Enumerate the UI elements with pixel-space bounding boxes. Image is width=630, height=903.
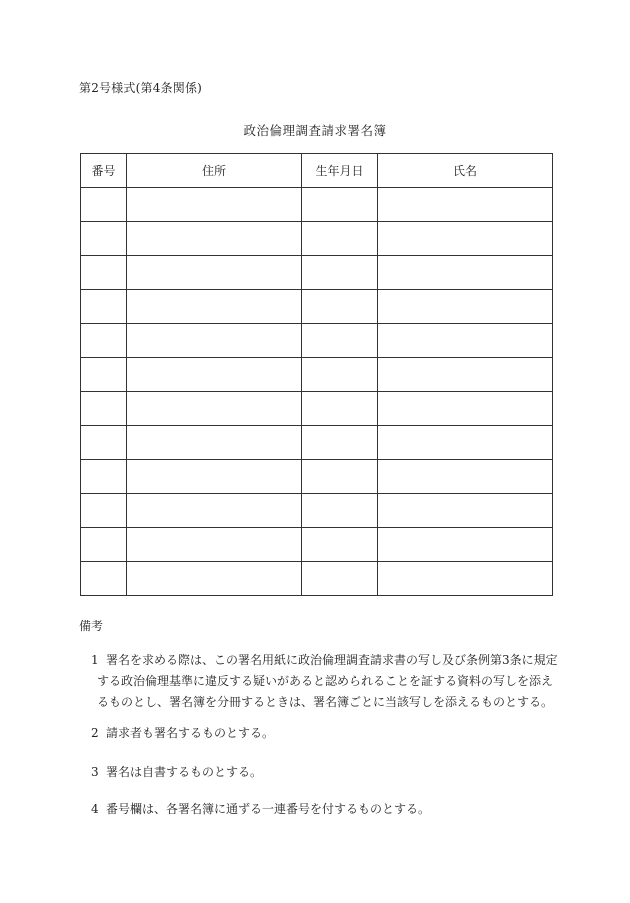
table-row — [81, 324, 553, 358]
notes-heading: 備考 — [79, 619, 104, 633]
header-address: 住所 — [127, 154, 302, 188]
note-line: 署名を求める際は、この署名用紙に政治倫理調査請求書の写し及び条例第3条に規定 — [106, 653, 558, 667]
header-birthdate: 生年月日 — [302, 154, 378, 188]
signature-table — [80, 153, 553, 596]
cell-name — [378, 256, 553, 290]
header-number: 番号 — [81, 154, 127, 188]
cell-name — [378, 290, 553, 324]
cell-birthdate — [302, 324, 378, 358]
table-row — [81, 358, 553, 392]
cell-birthdate — [302, 188, 378, 222]
cell-address — [127, 324, 302, 358]
note-text — [106, 723, 566, 744]
table-row — [81, 188, 553, 222]
cell-number — [81, 528, 127, 562]
cell-number — [81, 392, 127, 426]
cell-birthdate — [302, 562, 378, 596]
table-row — [81, 426, 553, 460]
table-row — [81, 222, 553, 256]
cell-address — [127, 460, 302, 494]
table-row — [81, 392, 553, 426]
table-row — [81, 256, 553, 290]
table-row — [81, 528, 553, 562]
cell-number — [81, 426, 127, 460]
cell-birthdate — [302, 426, 378, 460]
cell-name — [378, 426, 553, 460]
cell-birthdate — [302, 528, 378, 562]
note-number: 4 — [91, 802, 99, 816]
cell-address — [127, 256, 302, 290]
cell-number — [81, 494, 127, 528]
cell-birthdate — [302, 392, 378, 426]
cell-address — [127, 426, 302, 460]
note-line: 署名は自書するものとする。 — [106, 765, 263, 779]
note-number: 3 — [91, 765, 99, 779]
table-body — [81, 188, 553, 596]
note-line: 請求者も署名するものとする。 — [106, 726, 275, 740]
cell-address — [127, 188, 302, 222]
cell-name — [378, 460, 553, 494]
note-text — [106, 762, 566, 783]
cell-name — [378, 188, 553, 222]
cell-number — [81, 324, 127, 358]
cell-name — [378, 324, 553, 358]
cell-address — [127, 494, 302, 528]
cell-address — [127, 290, 302, 324]
note-line: する政治倫理基準に違反する疑いがあると認められることを証する資料の写しを添え — [97, 674, 554, 688]
cell-address — [127, 358, 302, 392]
cell-number — [81, 562, 127, 596]
cell-birthdate — [302, 290, 378, 324]
cell-birthdate — [302, 358, 378, 392]
note-line: るものとし、署名簿を分冊するときは、署名簿ごとに当該写しを添えるものとする。 — [97, 695, 554, 709]
table-header-row — [81, 154, 553, 188]
cell-name — [378, 222, 553, 256]
cell-birthdate — [302, 222, 378, 256]
form-number: 第2号様式(第4条関係) — [79, 81, 203, 95]
cell-birthdate — [302, 494, 378, 528]
cell-name — [378, 528, 553, 562]
cell-birthdate — [302, 460, 378, 494]
cell-name — [378, 494, 553, 528]
header-name: 氏名 — [378, 154, 553, 188]
table-row — [81, 290, 553, 324]
note-number: 2 — [91, 726, 99, 740]
note-number: 1 — [91, 653, 99, 667]
cell-address — [127, 392, 302, 426]
cell-number — [81, 188, 127, 222]
cell-name — [378, 392, 553, 426]
table-row — [81, 494, 553, 528]
cell-address — [127, 528, 302, 562]
note-text — [106, 799, 566, 820]
note-line: 番号欄は、各署名簿に通ずる一連番号を付するものとする。 — [106, 802, 431, 816]
document-title: 政治倫理調査請求署名簿 — [243, 123, 387, 138]
cell-name — [378, 562, 553, 596]
cell-name — [378, 358, 553, 392]
cell-number — [81, 256, 127, 290]
table-row — [81, 460, 553, 494]
cell-number — [81, 222, 127, 256]
cell-address — [127, 562, 302, 596]
cell-number — [81, 290, 127, 324]
table-row — [81, 562, 553, 596]
cell-address — [127, 222, 302, 256]
cell-number — [81, 460, 127, 494]
cell-birthdate — [302, 256, 378, 290]
cell-number — [81, 358, 127, 392]
note-text — [97, 650, 566, 713]
